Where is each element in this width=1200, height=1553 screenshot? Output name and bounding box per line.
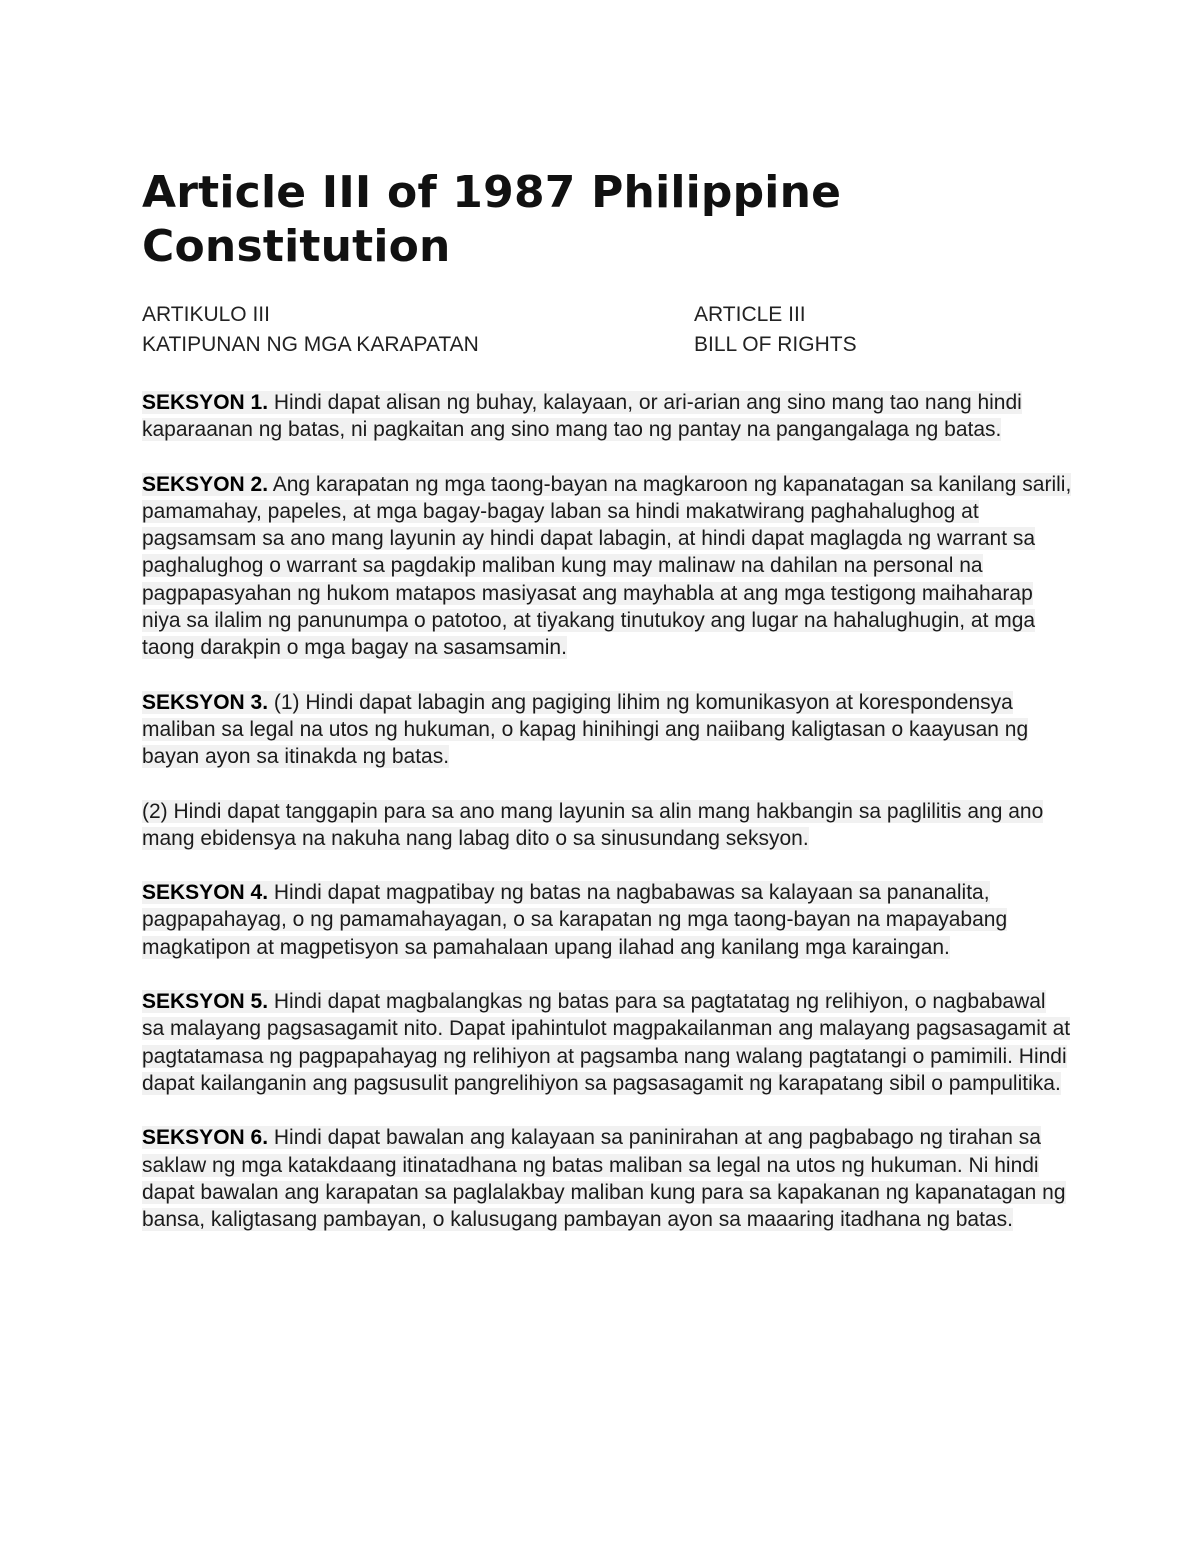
- document-title: Article III of 1987 Philippine Constitution: [142, 167, 842, 272]
- section-label: SEKSYON 6.: [142, 1126, 269, 1150]
- section-label: SEKSYON 5.: [142, 990, 269, 1014]
- section-text: Ang karapatan ng mga taong-bayan na magkaroon ng kapanatagan sa kanilang sarili, pamamahay, papeles, at mga bagay-bagay laban sa hindi makatwirang paghahalughog at pagsamsam sa ano mang layunin ay hindi dapat labagin, at hindi dapat maglagda ng warrant sa paghalughog o warrant sa pagdakip maliban kung may malinaw na dahilan na personal na pagpapasyahan ng hukom matapos masiyasat ang mayhabla at ang mga testigong maihaharap niya sa ilalim ng panunumpa o patotoo, at tiyakang tinutukoy ang lugar na hahalughugin, at mga taong darakpin o mga bagay na sasamsamin.: [142, 472, 1072, 660]
- document-page: [142, 166, 1072, 1260]
- section-text: (2) Hindi dapat tanggapin para sa ano mang layunin sa alin mang hakbangin sa paglilitis ang ano mang ebidensya na nakuha nang labag dito o sa sinusundang seksyon.: [142, 799, 1044, 850]
- section-2: [142, 471, 1072, 662]
- section-text: (1) Hindi dapat labagin ang pagiging lihim ng komunikasyon at korespondensya maliban sa legal na utos ng hukuman, o kapag hinihingi ang naiibang kaligtasan o kaayusan ng bayan ayon sa itinakda ng batas.: [142, 690, 1029, 769]
- sections-list: [142, 389, 1072, 1233]
- section-6: [142, 1124, 1072, 1233]
- section-label: SEKSYON 1.: [142, 391, 269, 414]
- section-text: Hindi dapat alisan ng buhay, kalayaan, or ari-arian ang sino mang tao nang hindi kaparaanan ng batas, ni pagkaitan ang sino mang tao ng pantay na pangangalaga ng batas.: [142, 391, 1022, 442]
- section-text: Hindi dapat magbalangkas ng batas para sa pagtatatag ng relihiyon, o nagbabawal sa malayang pagsasagamit nito. Dapat ipahintulot magpakailanman ang malayang pagsasagamit at pagtatamasa ng pagpapahayag ng relihiyon at pagsamba nang walang pagtatangi o pamimili. Hindi dapat kailanganin ang pagsusulit pangrelihiyon sa pagsasagamit ng karapatang sibil o pampulitika.: [142, 990, 1071, 1095]
- section-label: SEKSYON 3.: [142, 690, 269, 714]
- section-text: Hindi dapat magpatibay ng batas na nagbabawas sa kalayaan sa pananalita, pagpapahayag, o ng pamamahayagan, o sa karapatan ng mga taong-bayan na mapayabang magkatipon at magpetisyon sa pamahalaan upang ilahad ang kanilang mga karaingan.: [142, 881, 1008, 959]
- section-5: [142, 988, 1072, 1097]
- section-1: [142, 389, 1072, 444]
- section-3-clause-1: [142, 689, 1072, 771]
- article-headings: [142, 300, 1072, 360]
- section-label: SEKSYON 2.: [142, 472, 269, 496]
- section-3-clause-2: [142, 798, 1072, 853]
- section-label: SEKSYON 4.: [142, 881, 269, 905]
- heading-tagalog-subtitle: KATIPUNAN NG MGA KARAPATAN: [142, 333, 479, 356]
- heading-tagalog-article: ARTIKULO III: [142, 303, 270, 326]
- section-4: [142, 879, 1072, 961]
- heading-english-article: ARTICLE III: [694, 303, 806, 326]
- section-text: Hindi dapat bawalan ang kalayaan sa paninirahan at ang pagbabago ng tirahan sa saklaw ng mga katakdaang itinatadhana ng batas maliban sa legal na utos ng hukuman. Ni hindi dapat bawalan ang karapatan sa paglalakbay maliban kung para sa kapakanan ng kapanatagan ng bansa, kaligtasang pambayan, o kalusugang pambayan ayon sa maaaring itadhana ng batas.: [142, 1126, 1066, 1232]
- heading-english-subtitle: BILL OF RIGHTS: [694, 333, 857, 356]
